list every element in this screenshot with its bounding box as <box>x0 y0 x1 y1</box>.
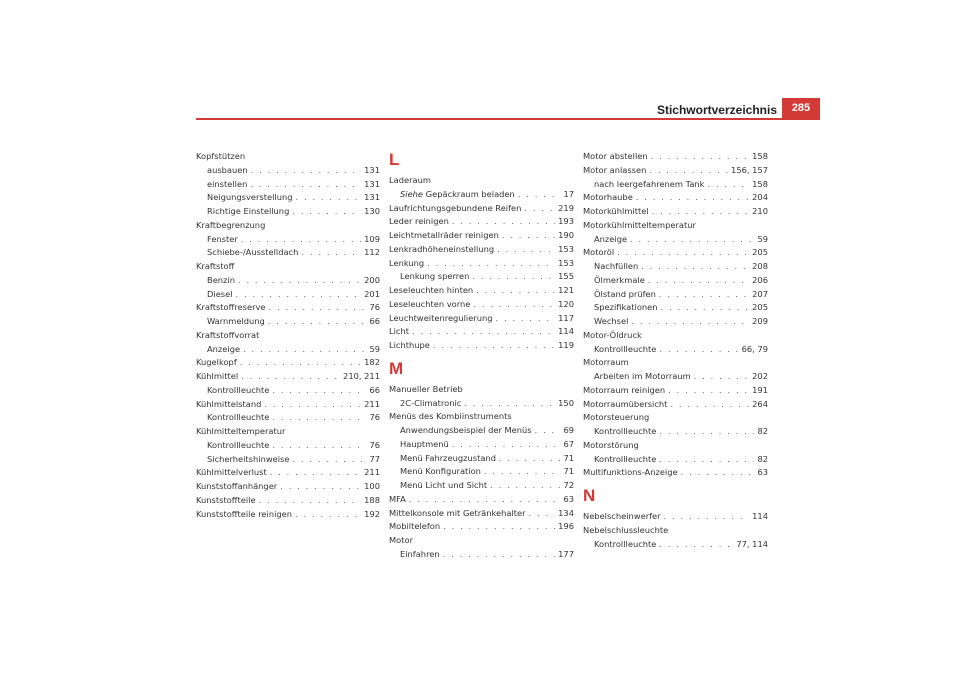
index-subentry <box>389 188 574 202</box>
dot-leader <box>409 493 561 507</box>
dot-leader <box>269 301 367 315</box>
entry-term <box>400 188 515 202</box>
entry-page-ref: 77 <box>369 453 380 464</box>
dot-leader <box>497 243 555 257</box>
dot-leader <box>617 246 749 260</box>
index-subentry <box>583 538 768 552</box>
index-subentry <box>196 288 380 302</box>
index-subentry <box>583 233 768 247</box>
entry-page-ref: 158 <box>752 178 768 189</box>
entry-term: Leseleuchten vorne <box>389 298 471 309</box>
dot-leader <box>243 343 366 357</box>
entry-term: Richtige Einstellung <box>207 206 290 216</box>
entry-term: Wechsel <box>594 316 629 326</box>
entry-page-ref: 71 <box>563 452 574 463</box>
entry-page-ref: 130 <box>364 206 380 216</box>
dot-leader <box>681 466 755 480</box>
index-subentry <box>196 453 380 467</box>
entry-term: Kühlmittelstand <box>196 398 262 409</box>
entry-page-ref: 59 <box>369 343 380 354</box>
entry-term: Lenkung <box>389 257 425 268</box>
entry-page-ref: 114 <box>558 326 574 337</box>
dot-leader <box>251 164 362 178</box>
index-column-2 <box>389 150 574 562</box>
entry-term: Kühlmittelverlust <box>196 467 267 478</box>
entry-page-ref: 72 <box>563 480 574 490</box>
dot-leader <box>476 284 555 298</box>
dot-leader <box>241 233 361 247</box>
entry-term: Diesel <box>207 288 233 299</box>
dot-leader <box>529 507 556 521</box>
entry-page-ref: 156, 157 <box>731 164 768 175</box>
entry-term: Kunststoffteile <box>196 494 256 505</box>
dot-leader <box>473 298 555 312</box>
dot-leader <box>496 312 556 326</box>
entry-term: Anwendungsbeispiel der Menüs <box>400 425 532 435</box>
dot-leader <box>499 452 560 466</box>
index-entry <box>583 150 768 164</box>
index-entry <box>389 202 574 216</box>
index-subentry <box>196 411 380 425</box>
index-entry <box>389 215 574 229</box>
index-heading: Kraftbegrenzung <box>196 219 266 230</box>
entry-page-ref: 211 <box>364 398 380 409</box>
entry-page-ref: 188 <box>364 494 380 505</box>
entry-term: MFA <box>389 493 406 504</box>
entry-page-ref: 69 <box>563 425 574 435</box>
index-letter-heading: L <box>389 150 400 169</box>
entry-page-ref: 201 <box>364 288 380 299</box>
entry-page-ref: 66 <box>369 384 380 395</box>
index-entry <box>583 398 768 412</box>
dot-leader <box>659 343 738 357</box>
entry-term: Kunststoffanhänger <box>196 481 278 491</box>
entry-term: ausbauen <box>207 164 248 175</box>
entry-page-ref: 193 <box>558 216 574 227</box>
entry-term: Motorraumübersicht <box>583 398 668 409</box>
index-subentry <box>389 424 574 438</box>
dot-leader <box>452 438 561 452</box>
entry-term: Kontrollleuchte <box>207 412 270 423</box>
index-letter-heading: N <box>583 486 596 505</box>
entry-term: Schiebe-/Ausstelldach <box>207 247 299 258</box>
index-subentry <box>389 465 574 479</box>
index-subentry <box>389 270 574 284</box>
dot-leader <box>630 233 754 247</box>
entry-page-ref: 17 <box>563 188 574 199</box>
entry-term: Kontrollleuchte <box>207 384 270 395</box>
dot-leader <box>707 178 749 192</box>
entry-term: Kugelkopf <box>196 357 237 368</box>
dot-leader <box>270 466 361 480</box>
dot-leader <box>412 325 555 339</box>
index-entry <box>389 493 574 507</box>
index-heading: Manueller Betrieb <box>389 383 463 394</box>
dot-leader <box>659 425 754 439</box>
index-heading: Motor <box>389 535 413 545</box>
entry-term: Mittelkonsole mit Getränkehalter <box>389 507 526 518</box>
entry-page-ref: 77, 114 <box>736 538 768 549</box>
index-subentry <box>583 288 768 302</box>
entry-term: Menü Licht und Sicht <box>400 480 488 490</box>
entry-page-ref: 150 <box>558 397 574 408</box>
index-entry <box>196 508 380 522</box>
entry-term: Lenkung sperren <box>400 271 470 282</box>
index-subentry <box>196 178 380 192</box>
index-subentry <box>196 274 380 288</box>
entry-page-ref: 131 <box>364 192 380 203</box>
index-heading: Laderaum <box>389 175 431 185</box>
entry-page-ref: 205 <box>752 247 768 258</box>
entry-term: Lichthupe <box>389 340 430 350</box>
entry-page-ref: 120 <box>558 298 574 309</box>
entry-page-ref: 109 <box>364 233 380 244</box>
index-entry <box>196 370 380 384</box>
entry-term: Kontrollleuchte <box>594 538 657 549</box>
index-subentry <box>196 164 380 178</box>
entry-page-ref: 117 <box>558 312 574 323</box>
dot-leader <box>292 205 361 219</box>
entry-term: Motor abstellen <box>583 151 648 161</box>
dot-leader <box>649 164 728 178</box>
entry-term: Anzeige <box>207 343 241 354</box>
index-heading: Motorraum <box>583 357 629 368</box>
dot-leader <box>264 398 361 412</box>
dot-leader <box>661 301 750 315</box>
dot-leader <box>535 424 561 438</box>
entry-page-ref: 190 <box>558 230 574 240</box>
index-subentry <box>389 397 574 411</box>
index-subentry <box>196 205 380 219</box>
dot-leader <box>464 397 555 411</box>
entry-page-ref: 153 <box>558 243 574 254</box>
entry-page-ref: 121 <box>558 285 574 295</box>
index-subentry <box>583 453 768 467</box>
entry-page-ref: 264 <box>752 398 768 409</box>
entry-term: 2C-Climatronic <box>400 397 462 408</box>
dot-leader <box>659 288 749 302</box>
index-subentry <box>196 246 380 260</box>
entry-term: Leichtmetallräder reinigen <box>389 230 499 240</box>
dot-leader <box>443 548 555 562</box>
entry-term: Leseleuchten hinten <box>389 285 474 295</box>
index-entry <box>389 229 574 243</box>
index-entry <box>583 510 768 524</box>
index-entry <box>389 312 574 326</box>
dot-leader <box>250 178 361 192</box>
entry-page-ref: 66, 79 <box>741 343 768 354</box>
entry-term: Neigungsverstellung <box>207 192 293 203</box>
entry-term: Motor anlassen <box>583 164 647 175</box>
index-heading: Kraftstoffvorrat <box>196 329 260 340</box>
entry-page-ref: 206 <box>752 274 768 285</box>
dot-leader <box>524 202 555 216</box>
entry-term: Ölmerkmale <box>594 274 645 285</box>
entry-page-ref: 177 <box>558 548 574 559</box>
entry-page-ref: 82 <box>757 453 768 464</box>
entry-page-ref: 134 <box>558 507 574 518</box>
entry-term: Motoröl <box>583 247 615 258</box>
dot-leader <box>694 370 749 384</box>
dot-leader <box>292 453 366 467</box>
entry-term: Leuchtweitenregulierung <box>389 312 493 323</box>
entry-term: Fenster <box>207 233 238 244</box>
index-heading: Motorstörung <box>583 439 639 450</box>
entry-term: Mobiltelefon <box>389 521 441 532</box>
entry-page-ref: 67 <box>563 438 574 449</box>
entry-page-ref: 205 <box>752 302 768 313</box>
entry-page-ref: 219 <box>558 202 574 213</box>
dot-leader <box>490 479 560 493</box>
dot-leader <box>452 215 555 229</box>
index-entry <box>583 466 768 480</box>
entry-page-ref: 210, 211 <box>343 371 380 381</box>
index-subentry <box>196 191 380 205</box>
index-subentry <box>389 452 574 466</box>
index-entry <box>196 494 380 508</box>
entry-page-ref: 63 <box>757 467 768 478</box>
entry-page-ref: 210 <box>752 206 768 216</box>
dot-leader <box>443 520 555 534</box>
index-subentry <box>583 274 768 288</box>
entry-term: Multifunktions-Anzeige <box>583 467 678 478</box>
entry-term: Licht <box>389 326 410 337</box>
entry-term: Motorraum reinigen <box>583 384 666 395</box>
entry-page-ref: 63 <box>563 493 574 504</box>
entry-page-ref: 131 <box>364 178 380 189</box>
index-subentry <box>196 233 380 247</box>
dot-leader <box>280 480 361 494</box>
entry-term: Menü Konfiguration <box>400 466 481 477</box>
index-entry <box>389 243 574 257</box>
index-entry <box>583 164 768 178</box>
index-entry <box>196 356 380 370</box>
entry-page-ref: 209 <box>752 316 768 326</box>
entry-term: Ölstand prüfen <box>594 288 656 299</box>
index-entry <box>196 301 380 315</box>
index-subentry <box>583 370 768 384</box>
index-subentry <box>389 548 574 562</box>
entry-term: nach leergefahrenem Tank <box>594 178 705 189</box>
dot-leader <box>659 538 733 552</box>
dot-leader <box>518 188 561 202</box>
entry-term: Nebelscheinwerfer <box>583 511 661 521</box>
index-letter-heading: M <box>389 358 404 378</box>
dot-leader <box>668 384 749 398</box>
dot-leader <box>631 315 749 329</box>
dot-leader <box>472 270 555 284</box>
entry-term: Hauptmenü <box>400 438 449 449</box>
entry-term: Lenkradhöheneinstellung <box>389 243 495 254</box>
dot-leader <box>670 398 749 412</box>
index-entry <box>389 325 574 339</box>
entry-term: Menü Fahrzeugzustand <box>400 452 496 463</box>
index-column-1 <box>196 150 380 521</box>
entry-term: Laufrichtungsgebundene Reifen <box>389 202 522 213</box>
dot-leader <box>268 315 367 329</box>
dot-leader <box>648 274 749 288</box>
entry-page-ref: 114 <box>752 511 768 521</box>
entry-term: Kraftstoffreserve <box>196 302 266 313</box>
dot-leader <box>295 508 361 522</box>
entry-page-ref: 208 <box>752 261 768 271</box>
index-entry <box>583 205 768 219</box>
entry-page-ref: 71 <box>563 466 574 477</box>
index-entry <box>196 398 380 412</box>
index-heading: Kühlmitteltemperatur <box>196 426 286 436</box>
entry-page-ref: 76 <box>369 302 380 313</box>
entry-page-ref: 112 <box>364 247 380 258</box>
index-heading: Kraftstoff <box>196 261 235 271</box>
entry-term: Sicherheitshinweise <box>207 453 290 464</box>
index-subentry <box>389 438 574 452</box>
index-heading: Motor-Öldruck <box>583 329 642 340</box>
dot-leader <box>651 150 750 164</box>
entry-page-ref: 82 <box>757 426 768 436</box>
dot-leader <box>272 439 366 453</box>
index-subentry <box>389 479 574 493</box>
index-subentry <box>583 315 768 329</box>
page-number-badge: 285 <box>782 98 820 118</box>
index-subentry <box>583 178 768 192</box>
index-subentry <box>583 301 768 315</box>
dot-leader <box>272 384 366 398</box>
dot-leader <box>296 191 362 205</box>
index-heading: Kopfstützen <box>196 151 246 161</box>
entry-term: Nachfüllen <box>594 261 639 271</box>
entry-page-ref: 207 <box>752 288 768 299</box>
index-entry <box>389 520 574 534</box>
entry-term: Kontrollleuchte <box>594 343 657 354</box>
entry-term: Benzin <box>207 274 235 285</box>
entry-page-ref: 158 <box>752 151 768 161</box>
dot-leader <box>664 510 750 524</box>
dot-leader <box>259 494 362 508</box>
index-heading: Menüs des Kombiinstruments <box>389 411 512 422</box>
entry-page-ref: 66 <box>369 316 380 326</box>
index-entry <box>389 298 574 312</box>
entry-term: Arbeiten im Motorraum <box>594 371 691 381</box>
entry-page-ref: 76 <box>369 439 380 450</box>
entry-term: Warnmeldung <box>207 316 265 326</box>
index-subentry <box>196 343 380 357</box>
entry-page-ref: 192 <box>364 508 380 519</box>
index-subentry <box>583 343 768 357</box>
dot-leader <box>502 229 555 243</box>
entry-term: Spezifikationen <box>594 302 658 313</box>
dot-leader <box>652 205 750 219</box>
dot-leader <box>433 339 555 353</box>
entry-page-ref: 182 <box>364 357 380 368</box>
dot-leader <box>238 274 361 288</box>
entry-term: Kunststoffteile reinigen <box>196 508 293 519</box>
header-divider <box>196 118 820 120</box>
entry-page-ref: 153 <box>558 257 574 268</box>
entry-page-ref: 76 <box>369 412 380 423</box>
dot-leader <box>427 257 555 271</box>
entry-page-ref: 155 <box>558 271 574 282</box>
dot-leader <box>240 356 361 370</box>
dot-leader <box>641 260 749 274</box>
index-subentry <box>583 425 768 439</box>
index-heading: Motorsteuerung <box>583 412 650 423</box>
index-entry <box>389 257 574 271</box>
index-subentry <box>196 439 380 453</box>
entry-term: Kontrollleuchte <box>207 439 270 450</box>
entry-term: Einfahren <box>400 548 440 559</box>
dot-leader <box>484 465 561 479</box>
index-entry <box>389 507 574 521</box>
entry-page-ref: 119 <box>558 340 574 350</box>
entry-page-ref: 59 <box>757 233 768 244</box>
entry-page-ref: 100 <box>364 481 380 491</box>
index-entry <box>196 480 380 494</box>
entry-term: Anzeige <box>594 233 628 244</box>
index-entry <box>196 466 380 480</box>
index-heading: Nebelschlussleuchte <box>583 524 669 535</box>
entry-page-ref: 191 <box>752 384 768 395</box>
entry-page-ref: 131 <box>364 164 380 175</box>
entry-term: Kontrollleuchte <box>594 426 657 436</box>
dot-leader <box>236 288 362 302</box>
entry-page-ref: 196 <box>558 521 574 532</box>
index-entry <box>583 384 768 398</box>
entry-term: Motorkühlmittel <box>583 206 649 216</box>
page-header-title: Stichwortverzeichnis <box>656 103 777 117</box>
dot-leader <box>272 411 366 425</box>
dot-leader <box>659 453 754 467</box>
entry-page-ref: 204 <box>752 192 768 203</box>
dot-leader <box>636 191 749 205</box>
entry-term: Kühlmittel <box>196 371 239 381</box>
entry-page-ref: 200 <box>364 274 380 285</box>
entry-term: einstellen <box>207 178 248 189</box>
index-entry <box>583 191 768 205</box>
index-heading: Motorkühlmitteltemperatur <box>583 219 696 230</box>
dot-leader <box>241 370 340 384</box>
index-subentry <box>583 260 768 274</box>
index-column-3 <box>583 150 768 551</box>
entry-page-ref: 211 <box>364 467 380 478</box>
index-entry <box>583 246 768 260</box>
index-subentry <box>196 315 380 329</box>
index-subentry <box>196 384 380 398</box>
entry-term: Leder reinigen <box>389 216 449 227</box>
entry-term-text: Gepäckraum beladen <box>423 188 515 199</box>
entry-term: Kontrollleuchte <box>594 453 657 464</box>
dot-leader <box>301 246 361 260</box>
entry-term: Motorhaube <box>583 192 633 203</box>
index-entry <box>389 284 574 298</box>
index-entry <box>389 339 574 353</box>
entry-see-reference: Siehe <box>400 188 424 199</box>
entry-page-ref: 202 <box>752 371 768 381</box>
